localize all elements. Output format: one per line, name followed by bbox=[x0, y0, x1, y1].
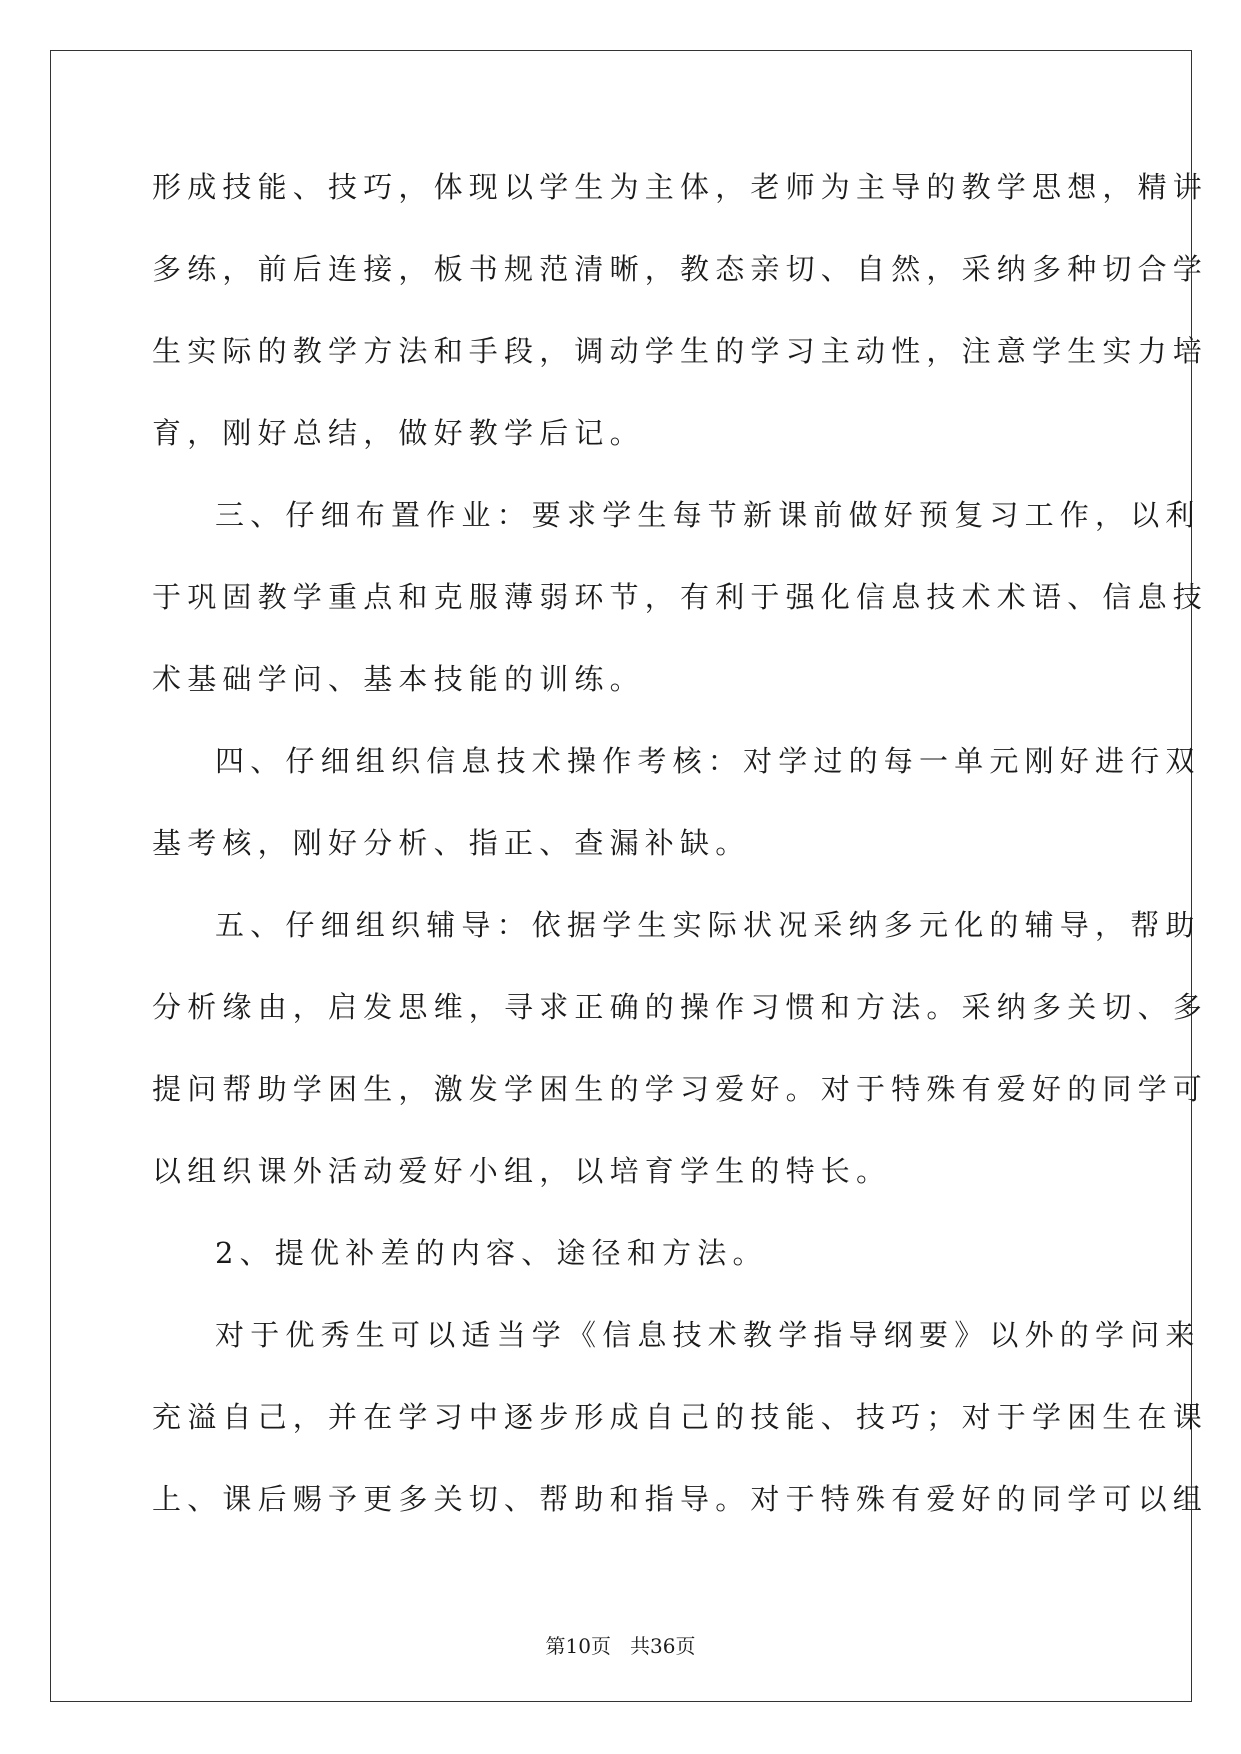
text-line: 四、仔细组织信息技术操作考核：对学过的每一单元刚好进行双 bbox=[215, 744, 1201, 778]
text-line: 术基础学问、基本技能的训练。 bbox=[152, 662, 645, 696]
text-line: 生实际的教学方法和手段，调动学生的学习主动性，注意学生实力培 bbox=[152, 334, 1209, 368]
page-number: 第10页 bbox=[545, 1634, 611, 1658]
text-line: 于巩固教学重点和克服薄弱环节，有利于强化信息技术术语、信息技 bbox=[152, 580, 1209, 614]
text-line: 育，刚好总结，做好教学后记。 bbox=[152, 416, 645, 450]
total-pages: 共36页 bbox=[630, 1634, 696, 1658]
document-body bbox=[152, 166, 1209, 1560]
text-line: 对于优秀生可以适当学《信息技术教学指导纲要》以外的学问来 bbox=[215, 1318, 1201, 1352]
text-line: 上、课后赐予更多关切、帮助和指导。对于特殊有爱好的同学可以组 bbox=[152, 1482, 1209, 1516]
text-line: 2、提优补差的内容、途径和方法。 bbox=[215, 1236, 768, 1270]
text-line: 以组织课外活动爱好小组，以培育学生的特长。 bbox=[152, 1154, 892, 1188]
text-line: 五、仔细组织辅导：依据学生实际状况采纳多元化的辅导，帮助 bbox=[215, 908, 1201, 942]
page-footer bbox=[0, 1630, 1241, 1659]
text-line: 提问帮助学困生，激发学困生的学习爱好。对于特殊有爱好的同学可 bbox=[152, 1072, 1209, 1106]
text-line: 基考核，刚好分析、指正、查漏补缺。 bbox=[152, 826, 751, 860]
text-line: 分析缘由，启发思维，寻求正确的操作习惯和方法。采纳多关切、多 bbox=[152, 990, 1209, 1024]
text-line: 三、仔细布置作业：要求学生每节新课前做好预复习工作，以利 bbox=[215, 498, 1201, 532]
text-line: 多练，前后连接，板书规范清晰，教态亲切、自然，采纳多种切合学 bbox=[152, 252, 1209, 286]
text-line: 形成技能、技巧，体现以学生为主体，老师为主导的教学思想，精讲 bbox=[152, 170, 1209, 204]
text-line: 充溢自己，并在学习中逐步形成自己的技能、技巧；对于学困生在课 bbox=[152, 1400, 1209, 1434]
